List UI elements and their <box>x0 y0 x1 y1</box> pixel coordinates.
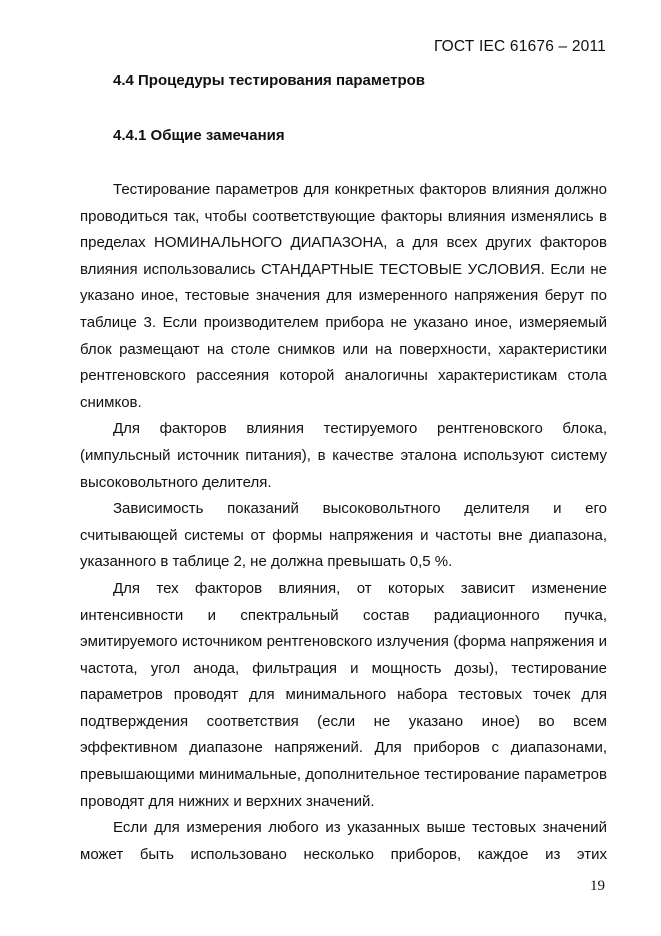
section-heading: 4.4 Процедуры тестирования параметров <box>113 72 426 89</box>
paragraph-divider-dependence: Зависимость показаний высоковольтного делителя и его считывающей системы от формы напряжения и частоты вне диапазона, указанного в таблице 2, не должна превышать 0,5 %. <box>80 500 607 571</box>
paragraph-reference-divider: Для факторов влияния тестируемого рентгеновского блока, (импульсный источник питания), в качестве эталона используют систему высоковольтного делителя. <box>80 420 607 491</box>
paragraph-multiple-instruments: Если для измерения любого из указанных выше тестовых значений может быть использовано несколько приборов, каждое из этих <box>80 819 607 863</box>
paragraph-testing-conditions: Тестирование параметров для конкретных факторов влияния должно проводиться так, чтобы соответствующие факторы влияния изменялись в пределах НОМИНАЛЬНОГО ДИАПАЗОНА, а для всех других факторов влияния использовались СТАНДАРТНЫЕ ТЕСТОВЫЕ УСЛОВИЯ. Если не указано иное, тестовые значения для измеренного напряжения берут по таблице 3. Если производителем прибора не указано иное, измеряемый блок размещают на столе снимков или на поверхности, характеристики рентгеновского рассеяния которой аналогичны характеристикам стола снимков. <box>80 181 607 411</box>
body-text <box>80 177 607 868</box>
paragraph-influence-factors: Для тех факторов влияния, от которых зависит изменение интенсивности и спектральный состав радиационного пучка, эмитируемого источником рентгеновского излучения (форма напряжения и частота, угол анода, фильтрация и мощность дозы), тестирование параметров проводят для минимального набора тестовых точек для подтверждения соответствия (если не указано иное) во всем эффективном диапазоне напряжений. Для приборов с диапазонами, превышающими минимальные, дополнительное тестирование параметров проводят для нижних и верхних значений. <box>80 579 607 810</box>
standard-id-header: ГОСТ IEC 61676 – 2011 <box>433 38 606 55</box>
subsection-heading: 4.4.1 Общие замечания <box>113 127 285 144</box>
page-number: 19 <box>590 878 605 894</box>
